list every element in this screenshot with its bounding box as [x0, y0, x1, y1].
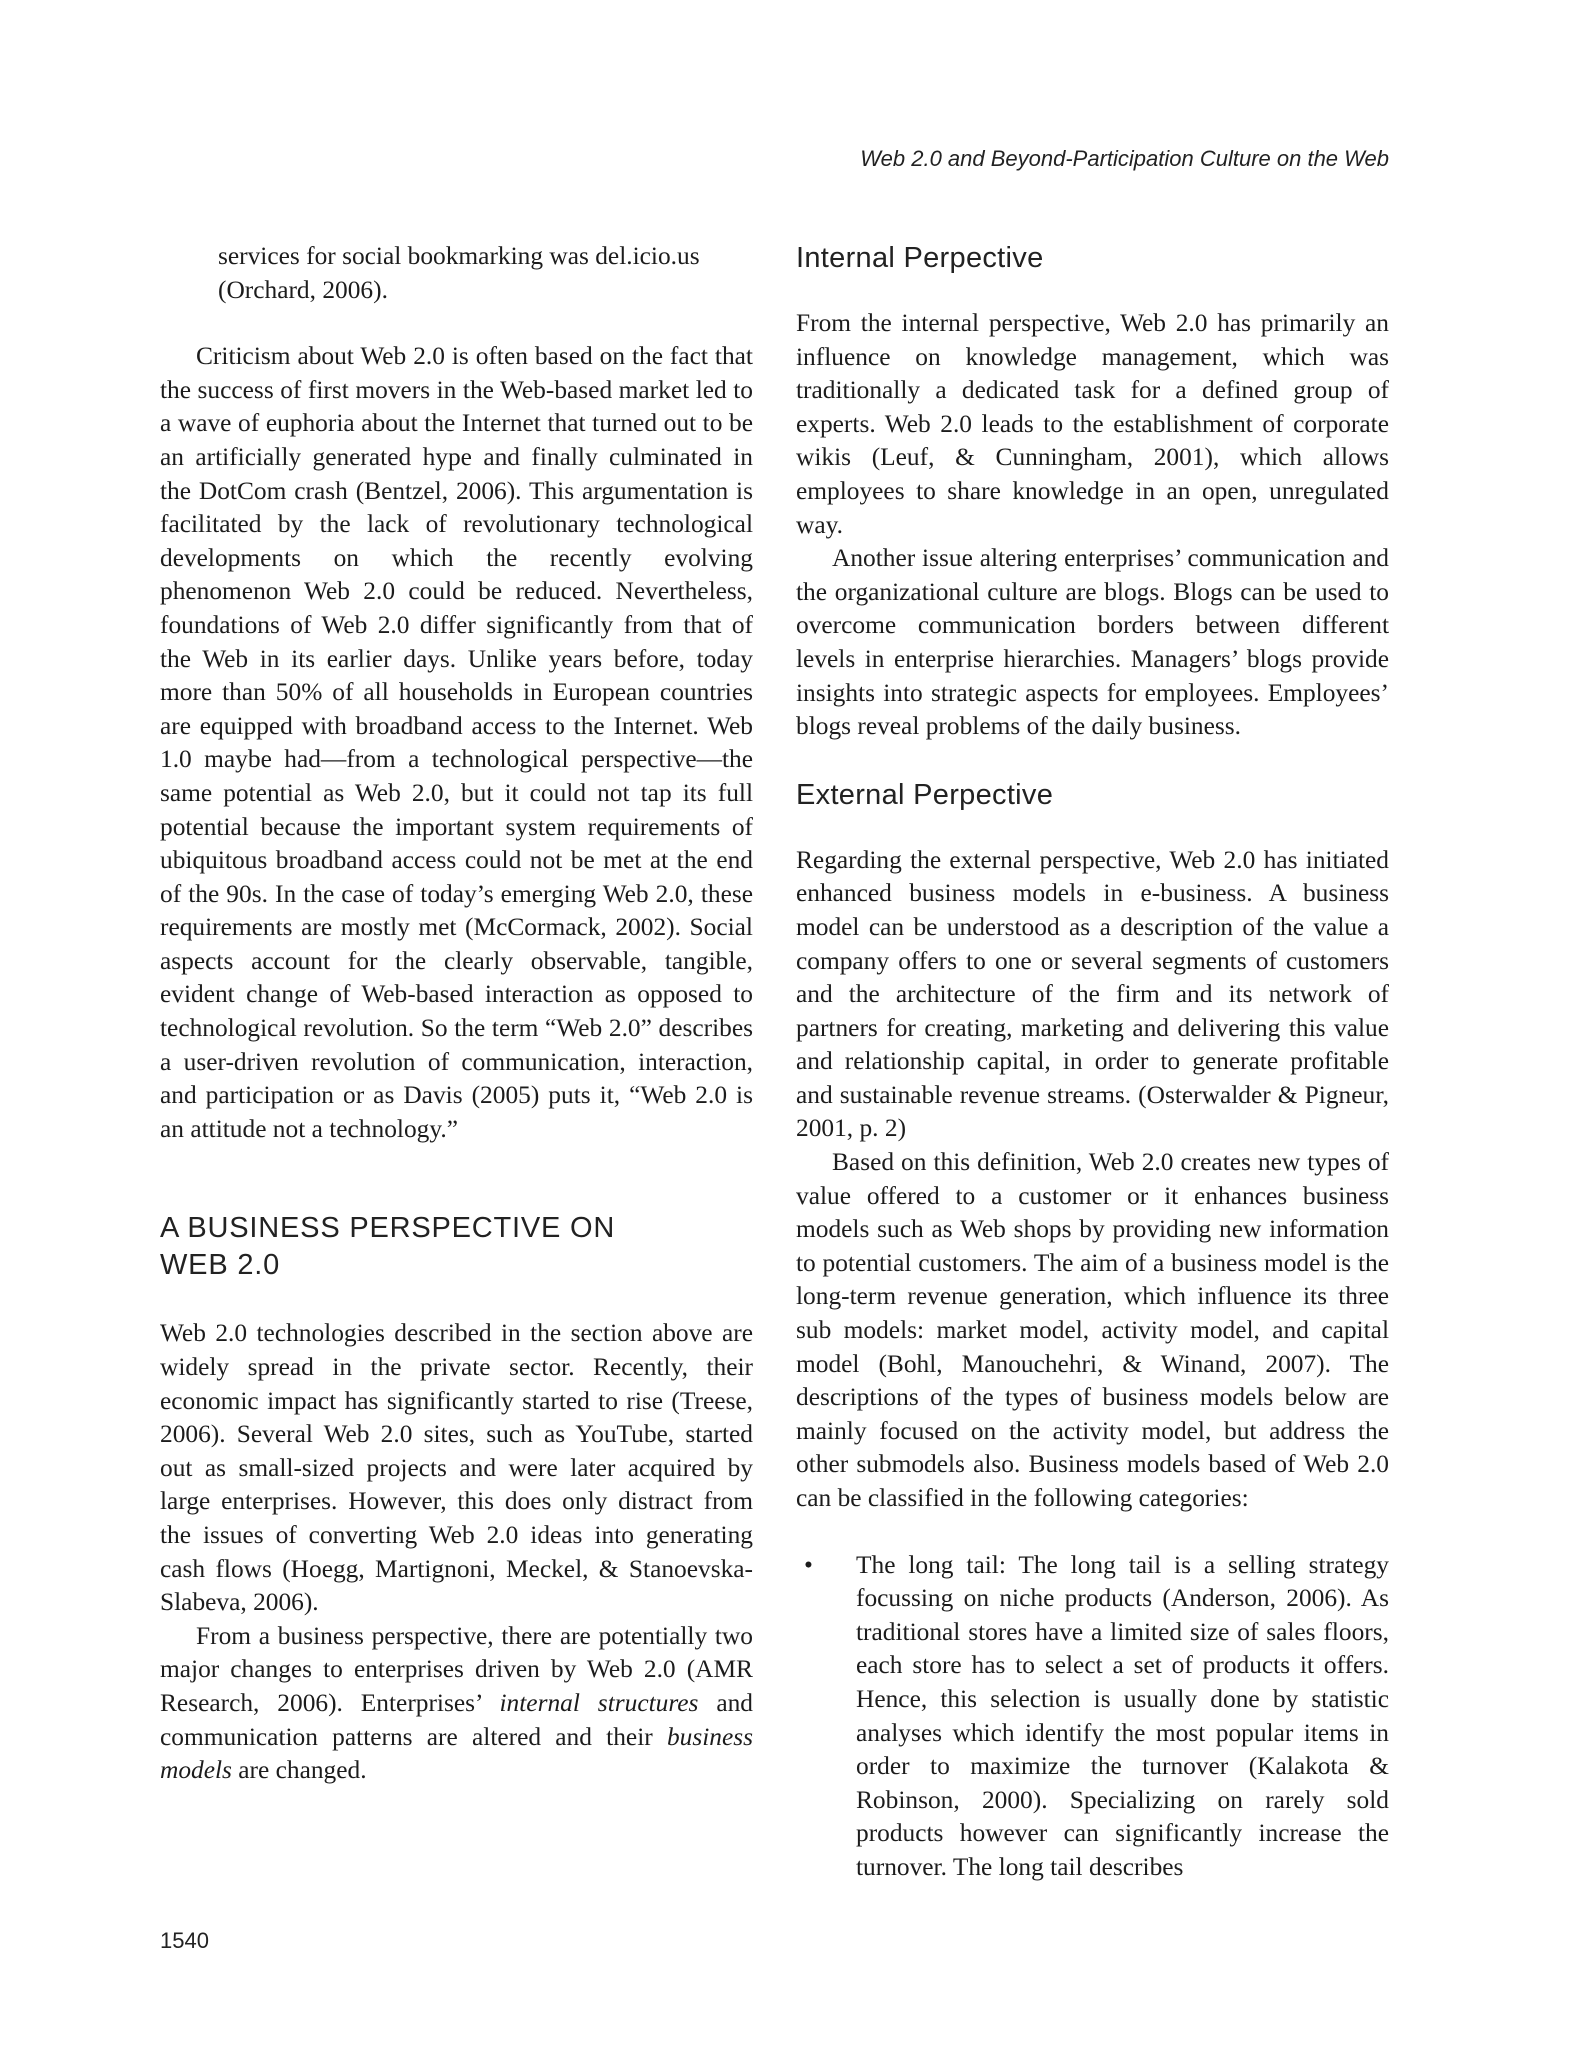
left-column — [160, 240, 753, 1788]
paragraph-definition: Based on this definition, Web 2.0 creates new types of value offered to a customer or it enhances business models such as Web shops by providing new information to potential customers. The aim of a business model is the long-term revenue generation, which influence its three sub models: market model, activity model, and capital model (Bohl, Manouchehri, & Winand, 2007). The descriptions of the types of business models below are mainly focused on the activity model, but address the other submodels also. Business models based of Web 2.0 can be classified in the following categories: — [796, 1148, 1389, 1512]
section-heading: A BUSINESS PERSPECTIVE ON WEB 2.0 — [160, 1212, 616, 1282]
paragraph-technologies: Web 2.0 technologies described in the section above are widely spread in the private sector. Recently, their economic impact has significantly started to rise (Treese, 2006). Several Web 2.0 sites, such as YouTube, started out as small-sized projects and were later acquired by large enterprises. However, this does only distract from the issues of converting Web 2.0 ideas into generating cash flows (Hoegg, Martignoni, Meckel, & Stanoevska-Slabeva, 2006). — [160, 1319, 753, 1617]
list-item — [796, 1549, 1389, 1885]
paragraph-blogs: Another issue altering enterprises’ communication and the organizational culture are blogs. Blogs can be used to overcome communication borders between different levels in enterprise hierarchies. Managers’ blogs provide insights into strategic aspects for employees. Employees’ blogs reveal problems of the daily business. — [796, 544, 1389, 741]
paragraph-internal: From the internal perspective, Web 2.0 has primarily an influence on knowledge management, which was traditionally a dedicated task for a defined group of experts. Web 2.0 leads to the establishment of corporate wikis (Leuf, & Cunningham, 2001), which allows employees to share knowledge in an open, unregulated way. — [796, 309, 1389, 539]
business-text-part-2: and communication patterns are altered and their — [160, 1688, 754, 1751]
list-item-text: The long tail: The long tail is a selling strategy focussing on niche products (Anderson, 2006). As traditional stores have a limited size of sales floors, each store has to select a set of products it offers. Hence, this selection is usually done by statistic analyses which identify the most popular items in order to maximize the turnover (Kalakota & Robinson, 2000). Specializing on rarely sold products however can significantly increase the turnover. The long tail describes — [856, 1550, 1389, 1881]
page-number: 1540 — [160, 1928, 209, 1953]
internal-perspective-heading: Internal Perpective — [796, 242, 1044, 274]
running-title: Web 2.0 and Beyond-Participation Culture on the Web — [860, 146, 1389, 171]
business-text-part-3: are changed. — [231, 1756, 367, 1785]
paragraph-business-perspective — [160, 1620, 753, 1788]
quote-continuation: services for social bookmarking was del.icio.us (Orchard, 2006). — [218, 242, 700, 304]
business-text-part-1: From a business perspective, there are potentially two major changes to enterprises driven by Web 2.0 (AMR Research, 2006). Enterprises’ — [160, 1621, 753, 1717]
paragraph-criticism: Criticism about Web 2.0 is often based on the fact that the success of first movers in the Web-based market led to a wave of euphoria about the Internet that turned out to be an artificially generated hype and finally culminated in the DotCom crash (Bentzel, 2006). This argumentation is facilitated by the lack of revolutionary technological developments on which the recently evolving phenomenon Web 2.0 could be reduced. Nevertheless, foundations of Web 2.0 differ significantly from that of the Web in its earlier days. Unlike years before, today more than 50% of all households in European countries are equipped with broadband access to the Internet. Web 1.0 maybe had—from a technological perspective—the same potential as Web 2.0, but it could not tap its full potential because the important system requirements of ubiquitous broadband access could not be met at the end of the 90s. In the case of today’s emerging Web 2.0, these requirements are mostly met (McCormack, 2002). Social aspects account for the clearly observable, tangible, evident change of Web-based interaction as opposed to technological revolution. So the term “Web 2.0” describes a user-driven revolution of communication, interaction, and participation or as Davis (2005) puts it, “Web 2.0 is an attitude not a technology.” — [160, 342, 753, 1143]
external-perspective-heading: External Perpective — [796, 778, 1054, 811]
right-column — [796, 240, 1389, 1885]
emphasis-business-models: business models — [160, 1722, 753, 1785]
business-model-list — [796, 1549, 1389, 1885]
paragraph-external: Regarding the external perspective, Web 2.0 has initiated enhanced business models in e-business. A business model can be understood as a description of the value a company offers to one or several segments of customers and the architecture of the firm and its network of partners for creating, marketing and delivering this value and relationship capital, in order to generate profitable and sustainable revenue streams. (Osterwalder & Pigneur, 2001, p. 2) — [796, 845, 1389, 1143]
emphasis-internal-structures: internal structures — [499, 1688, 699, 1717]
bullet-marker: • — [804, 1550, 813, 1579]
